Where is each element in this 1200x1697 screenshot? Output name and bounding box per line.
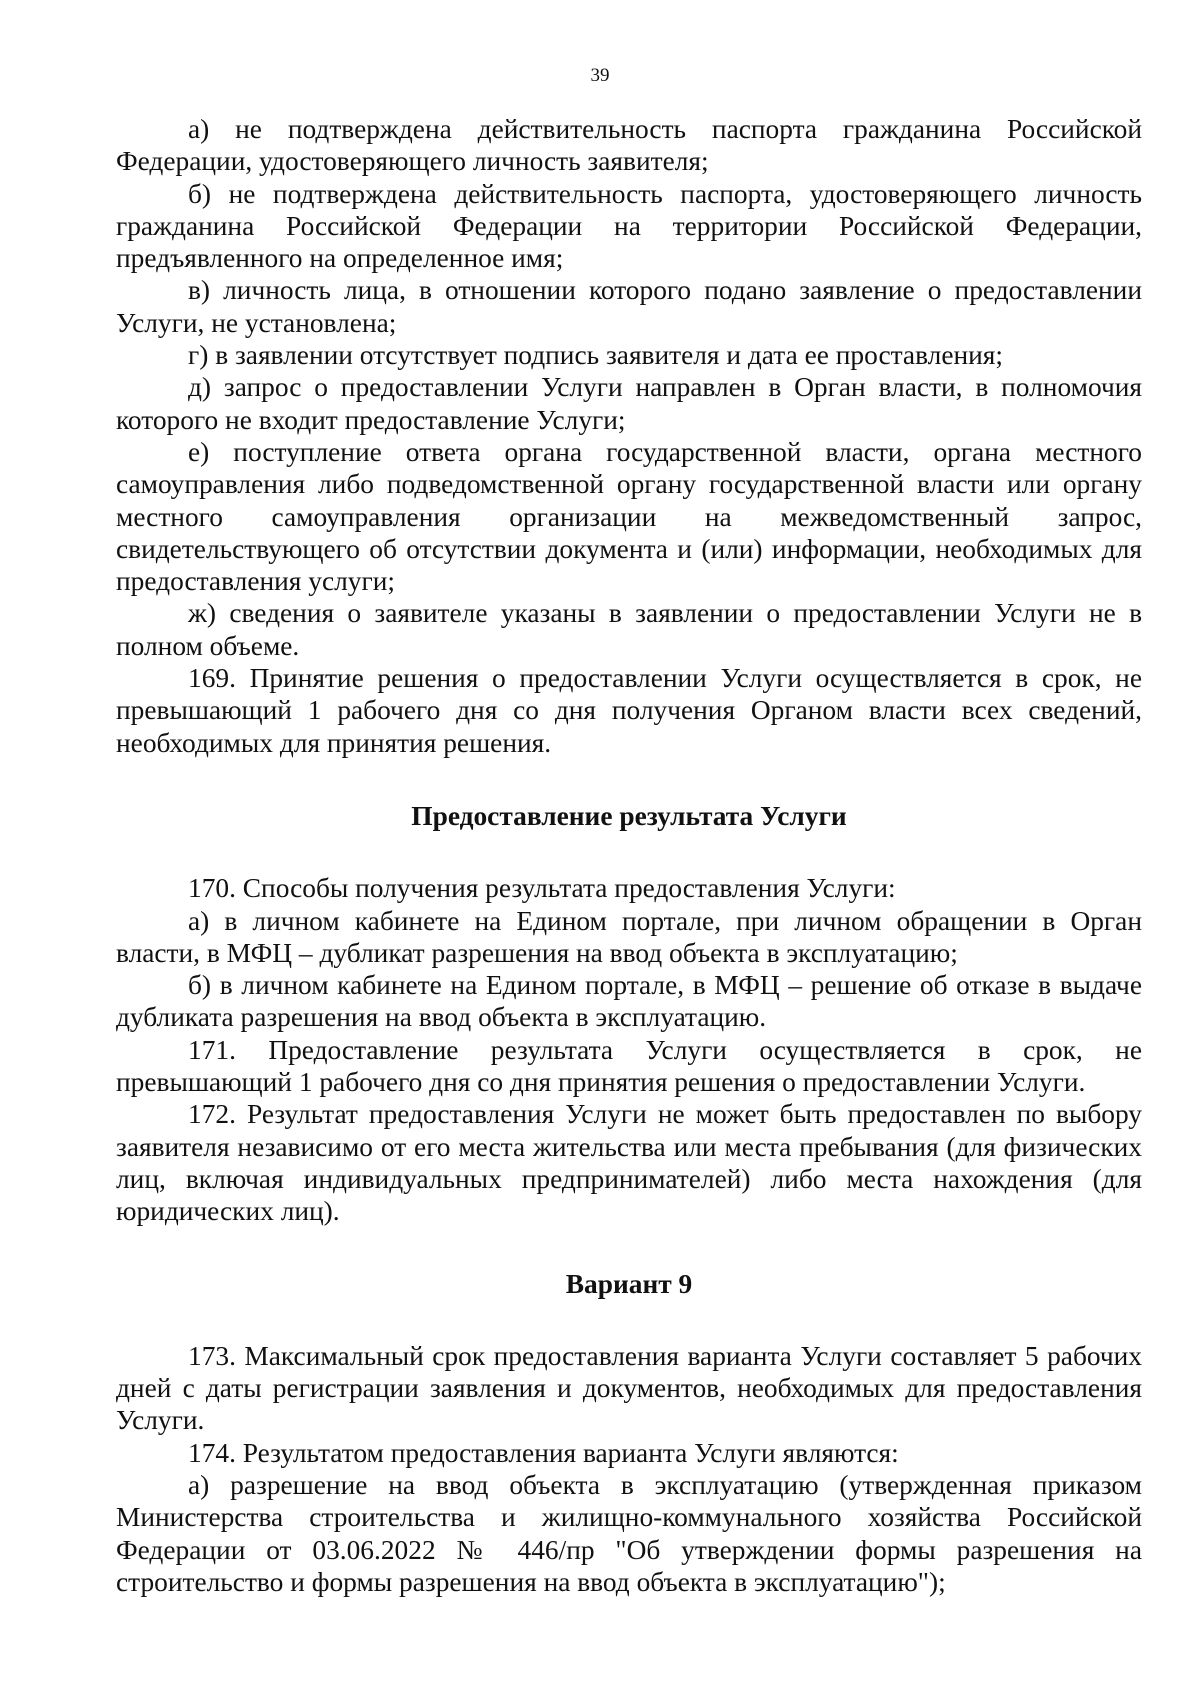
document-body xyxy=(116,113,1142,1598)
paragraph-zh-incomplete: ж) сведения о заявителе указаны в заявлении о предоставлении Услуги не в полном объеме. xyxy=(116,598,1142,661)
paragraph-172: 172. Результат предоставления Услуги не может быть предоставлен по выбору заявителя независимо от его места жительства или места пребывания (для физических лиц, включая индивидуальных предпринимателей) либо места нахождения (для юридических лиц). xyxy=(116,1099,1142,1227)
paragraph-170-b: б) в личном кабинете на Едином портале, в МФЦ – решение об отказе в выдаче дубликата разрешения на ввод объекта в эксплуатацию. xyxy=(116,970,1142,1033)
paragraph-170: 170. Способы получения результата предоставления Услуги: xyxy=(188,873,896,904)
paragraph-173: 173. Максимальный срок предоставления варианта Услуги составляет 5 рабочих дней с даты регистрации заявления и документов, необходимых для предоставления Услуги. xyxy=(116,1340,1142,1436)
paragraph-b-passport-name: б) не подтверждена действительность паспорта, удостоверяющего личность гражданина Российской Федерации на территории Российской Федерации, предъявленного на определенное имя; xyxy=(116,178,1142,274)
paragraph-e-interagency: е) поступление ответа органа государственной власти, органа местного самоуправления либо подведомственной органу государственной власти или органу местного самоуправления организации на межведомственный запрос, свидетельствующего об отсутствии документа и (или) информации, необходимых для предоставления услуги; xyxy=(116,436,1142,597)
page-number: 39 xyxy=(590,65,610,86)
section-heading-variant-9: Вариант 9 xyxy=(565,1268,693,1299)
paragraph-174-a: а) разрешение на ввод объекта в эксплуатацию (утвержденная приказом Министерства строительства и жилищно-коммунального хозяйства Российской Федерации от 03.06.2022 № 446/пр "Об утверждении формы разрешения на строительство и формы разрешения на ввод объекта в эксплуатацию"); xyxy=(116,1469,1142,1597)
section-heading-result: Предоставление результата Услуги xyxy=(411,800,847,831)
paragraph-171: 171. Предоставление результата Услуги осуществляется в срок, не превышающий 1 рабочего дня со дня принятия решения о предоставлении Услуги. xyxy=(116,1034,1142,1098)
paragraph-a-passport-rf: а) не подтверждена действительность паспорта гражданина Российской Федерации, удостоверяющего личность заявителя; xyxy=(116,114,1142,177)
paragraph-v-identity: в) личность лица, в отношении которого подано заявление о предоставлении Услуги, не установлена; xyxy=(116,275,1142,338)
paragraph-g-signature: г) в заявлении отсутствует подпись заявителя и дата ее проставления; xyxy=(188,340,1004,371)
paragraph-169: 169. Принятие решения о предоставлении Услуги осуществляется в срок, не превышающий 1 рабочего дня со дня получения Органом власти всех сведений, необходимых для принятия решения. xyxy=(116,663,1142,758)
paragraph-d-authority: д) запрос о предоставлении Услуги направлен в Орган власти, в полномочия которого не входит предоставление Услуги; xyxy=(116,372,1142,435)
paragraph-170-a: а) в личном кабинете на Едином портале, при личном обращении в Орган власти, в МФЦ – дубликат разрешения на ввод объекта в эксплуатацию; xyxy=(116,905,1142,968)
paragraph-174: 174. Результатом предоставления варианта Услуги являются: xyxy=(188,1437,899,1468)
